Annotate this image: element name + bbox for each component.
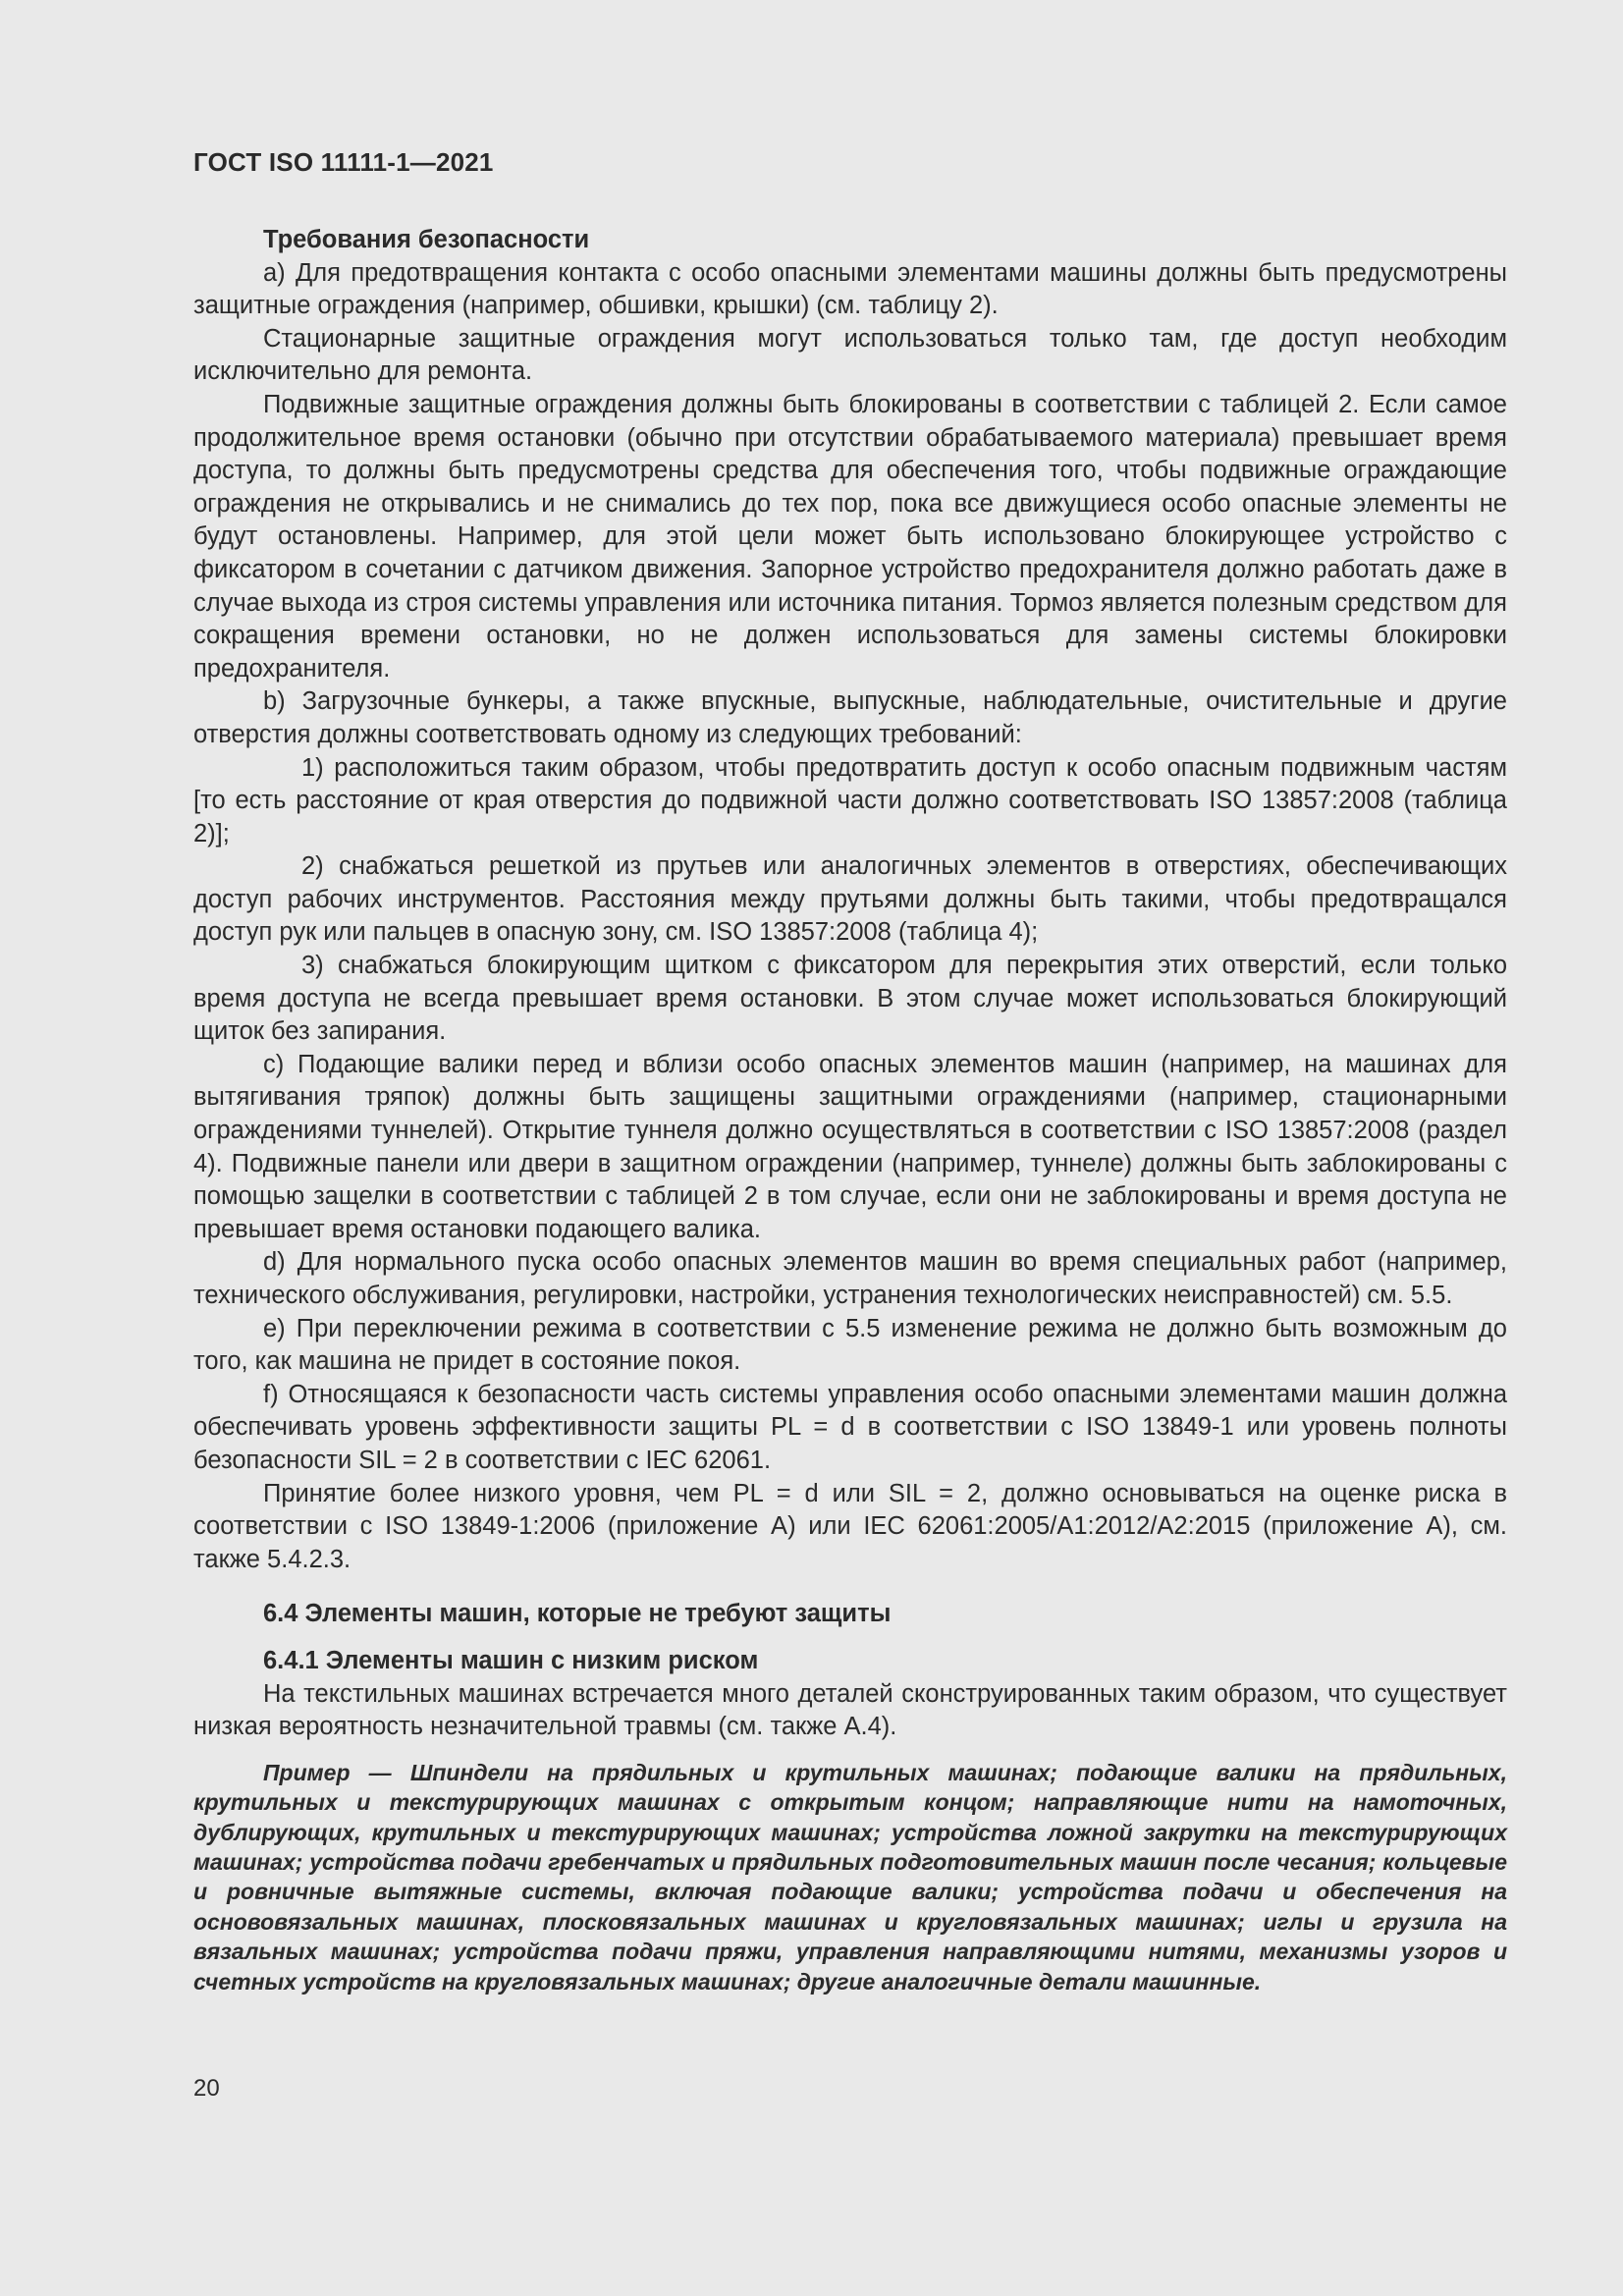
paragraph-f: f) Относящаяся к безопасности часть системы управления особо опасными элементами машин должна обеспечивать уровень эффективности защиты PL = d в соответствии с ISO 13849-1 или уровень полноты безопасности SIL = 2 в соответствии с IEC 62061. [193,1380,1507,1474]
paragraph-e: e) При переключении режима в соответствии с 5.5 изменение режима не должно быть возможным до того, как машина не придет в состояние покоя. [193,1314,1507,1376]
paragraph-low-risk: На текстильных машинах встречается много деталей сконструированных таким образом, что существует низкая вероятность незначительной травмы (см. также A.4). [193,1679,1507,1741]
paragraph-movable-guards: Подвижные защитные ограждения должны быть блокированы в соответствии с таблицей 2. Если самое продолжительное время остановки (обычно при отсутствии обрабатываемого материала) превышает время доступа, то должны быть предусмотрены средства для обеспечения того, чтобы подвижные ограждающие ограждения не открывались и не снимались до тех пор, пока все движущиеся особо опасные элементы не будут остановлены. Например, для этой цели может быть использовано блокирующее устройство с фиксатором в сочетании с датчиком движения. Запорное устройство предохранителя должно работать даже в случае выхода из строя системы управления или источника питания. Тормоз является полезным средством для сокращения времени остановки, но не должен использоваться для замены системы блокировки предохранителя. [193,390,1507,683]
paragraph-lower-level: Принятие более низкого уровня, чем PL = d или SIL = 2, должно основываться на оценке риска в соответствии с ISO 13849-1:2006 (приложение A) или IEC 62061:2005/A1:2012/A2:2015 (приложение A), см. также 5.4.2.3. [193,1479,1507,1573]
paragraph-fixed-guards: Стационарные защитные ограждения могут использоваться только там, где доступ необходим исключительно для ремонта. [193,324,1507,386]
paragraph-b: b) Загрузочные бункеры, а также впускные, выпускные, наблюдательные, очистительные и другие отверстия должны соответствовать одному из следующих требований: [193,687,1507,748]
document-body [193,224,1507,1996]
section-6-4-1-heading: 6.4.1 Элементы машин с низким риском [263,1646,759,1674]
document-code-header: ГОСТ ISO 11111-1—2021 [193,147,494,177]
safety-requirements-heading: Требования безопасности [263,226,590,253]
paragraph-b-1: 1) расположиться таким образом, чтобы предотвратить доступ к особо опасным подвижным частям [то есть расстояние от края отверстия до подвижной части должно соответствовать ISO 13857:2008 (таблица 2)]; [193,753,1507,847]
example-note: Пример — Шпиндели на прядильных и крутильных машинах; подающие валики на прядильных, крутильных и текстурирующих машинах с открытым концом; направляющие нити на намоточных, дублирующих, крутильных и текстурирующих машинах; устройства ложной закрутки на текстурирующих машинах; устройства подачи гребенчатых и прядильных подготовительных машин после чесания; кольцевые и ровничные вытяжные системы, включая подающие валики; устройства подачи и обеспечения на основовязальных машинах, плосковязальных машинах и кругловязальных машинах; иглы и грузила на вязальных машинах; устройства подачи пряжи, управления направляющими нитями, механизмы узоров и счетных устройств на кругловязальных машинах; другие аналогичные детали машинные. [193,1759,1507,1995]
paragraph-d: d) Для нормального пуска особо опасных элементов машин во время специальных работ (например, технического обслуживания, регулировки, настройки, устранения технологических неисправностей) см. 5.5. [193,1248,1507,1309]
page-number: 20 [193,2075,220,2102]
section-6-4-heading: 6.4 Элементы машин, которые не требуют защиты [263,1600,892,1628]
paragraph-a: a) Для предотвращения контакта с особо опасными элементами машины должны быть предусмотрены защитные ограждения (например, обшивки, крышки) (см. таблицу 2). [193,258,1507,320]
paragraph-b-3: 3) снабжаться блокирующим щитком с фиксатором для перекрытия этих отверстий, если только время доступа не всегда превышает время остановки. В этом случае может использоваться блокирующий щиток без запирания. [193,952,1507,1046]
paragraph-b-2: 2) снабжаться решеткой из прутьев или аналогичных элементов в отверстиях, обеспечивающих доступ рабочих инструментов. Расстояния между прутьями должны быть такими, чтобы предотвращался доступ рук или пальцев в опасную зону, см. ISO 13857:2008 (таблица 4); [193,852,1507,947]
paragraph-c: c) Подающие валики перед и вблизи особо опасных элементов машин (например, на машинах для вытягивания тряпок) должны быть защищены защитными ограждениями (например, стационарными ограждениями туннелей). Открытие туннеля должно осуществляться в соответствии с ISO 13857:2008 (раздел 4). Подвижные панели или двери в защитном ограждении (например, туннеле) должны быть заблокированы с помощью защелки в соответствии с таблицей 2 в том случае, если они не заблокированы и время доступа не превышает время остановки подающего валика. [193,1050,1507,1243]
